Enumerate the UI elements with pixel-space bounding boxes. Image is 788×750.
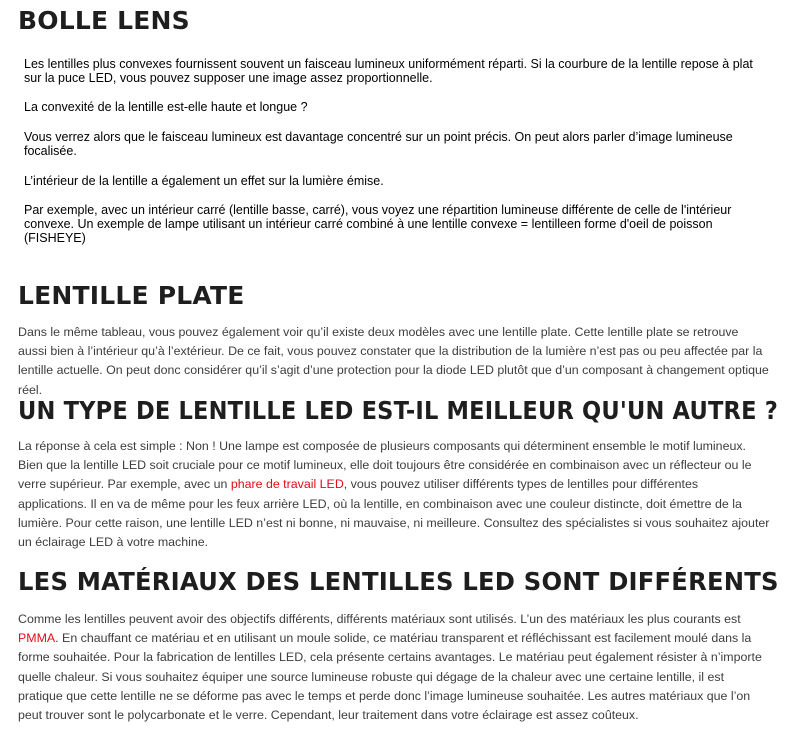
materiaux-paragraph xyxy=(18,610,770,725)
meilleur-type-text-end: , vous pouvez utiliser différents types de lentilles pour différentes applications. Il en va de même pour les feux arrière LED, où la lentille, en combinaison avec une couleur distincte, doit émettre de la lumière. Pour cette raison, une lentille LED n’est ni bonne, ni mauvaise, ni meilleure. Consultez des spécialistes si vous souhaitez ajouter un éclairage LED à votre machine. xyxy=(18,477,770,550)
heading-lentille-plate: LENTILLE PLATE xyxy=(18,281,245,310)
bolle-paragraph-5: Par exemple, avec un intérieur carré (lentille basse, carré), vous voyez une répartition lumineuse différente de celle de l'intérieur convexe. Un exemple de lampe utilisant un intérieur carré combiné à une lentille convexe = lentilleen forme d'oeil de poisson (FISHEYE) xyxy=(24,203,732,245)
heading-materiaux: LES MATÉRIAUX DES LENTILLES LED SONT DIFFÉRENTS xyxy=(18,567,779,596)
bolle-paragraph-1: Les lentilles plus convexes fournissent souvent un faisceau lumineux uniformément réparti. Si la courbure de la lentille repose à plat sur la puce LED, vous pouvez supposer une image assez proportionnelle. xyxy=(24,57,753,85)
phare-de-travail-link[interactable]: phare de travail LED xyxy=(230,477,344,492)
meilleur-type-text-start: La réponse à cela est simple : Non ! Une lampe est composée de plusieurs composants qui déterminent ensemble le motif lumineux. Bien que la lentille LED soit cruciale pour ce motif lumineux, elle doit toujours être considérée en combinaison avec un réflecteur ou le verre supérieur. Par exemple, avec un xyxy=(18,439,752,492)
heading-meilleur-type: UN TYPE DE LENTILLE LED EST-IL MEILLEUR QU'UN AUTRE ? xyxy=(18,396,778,425)
bolle-paragraph-3: Vous verrez alors que le faisceau lumineux est davantage concentré sur un point précis. On peut alors parler d’image lumineuse focalisée. xyxy=(24,130,733,158)
lentille-plate-paragraph: Dans le même tableau, vous pouvez également voir qu’il existe deux modèles avec une lentille plate. Cette lentille plate se retrouve aussi bien à l’intérieur qu’à l’extérieur. De ce fait, vous pouvez constater que la distribution de la lumière n’est pas ou peu affectée par la lentille actuelle. On peut donc considérer qu’il s’agit d’une protection pour la diode LED plutôt que d’un composant à changement optique réel. xyxy=(18,325,769,397)
bolle-paragraph-4: L’intérieur de la lentille a également un effet sur la lumière émise. xyxy=(24,174,384,188)
pmma-link[interactable]: PMMA xyxy=(18,631,56,646)
meilleur-type-paragraph xyxy=(18,437,770,552)
materiaux-text-end: . En chauffant ce matériau et en utilisant un moule solide, ce matériau transparent et réfléchissant est facilement moulé dans la forme souhaitée. Pour la fabrication de lentilles LED, cela présente certains avantages. Le matériau peut également résister à n’importe quelle chaleur. Si vous souhaitez équiper une source lumineuse robuste qui dégage de la chaleur avec une certaine lentille, il est pratique que cette lentille ne se déforme pas avec le temps et perde donc l’image lumineuse souhaitée. Les autres matériaux que l’on peut trouver sont le polycarbonate et le verre. Cependant, leur traitement dans votre éclairage est assez coûteux. xyxy=(18,631,762,723)
materiaux-text-start: Comme les lentilles peuvent avoir des objectifs différents, différents matériaux sont utilisés. L’un des matériaux les plus courants est xyxy=(18,612,741,626)
heading-bolle-lens: BOLLE LENS xyxy=(18,6,190,35)
bolle-paragraph-2: La convexité de la lentille est-elle haute et longue ? xyxy=(24,100,308,114)
